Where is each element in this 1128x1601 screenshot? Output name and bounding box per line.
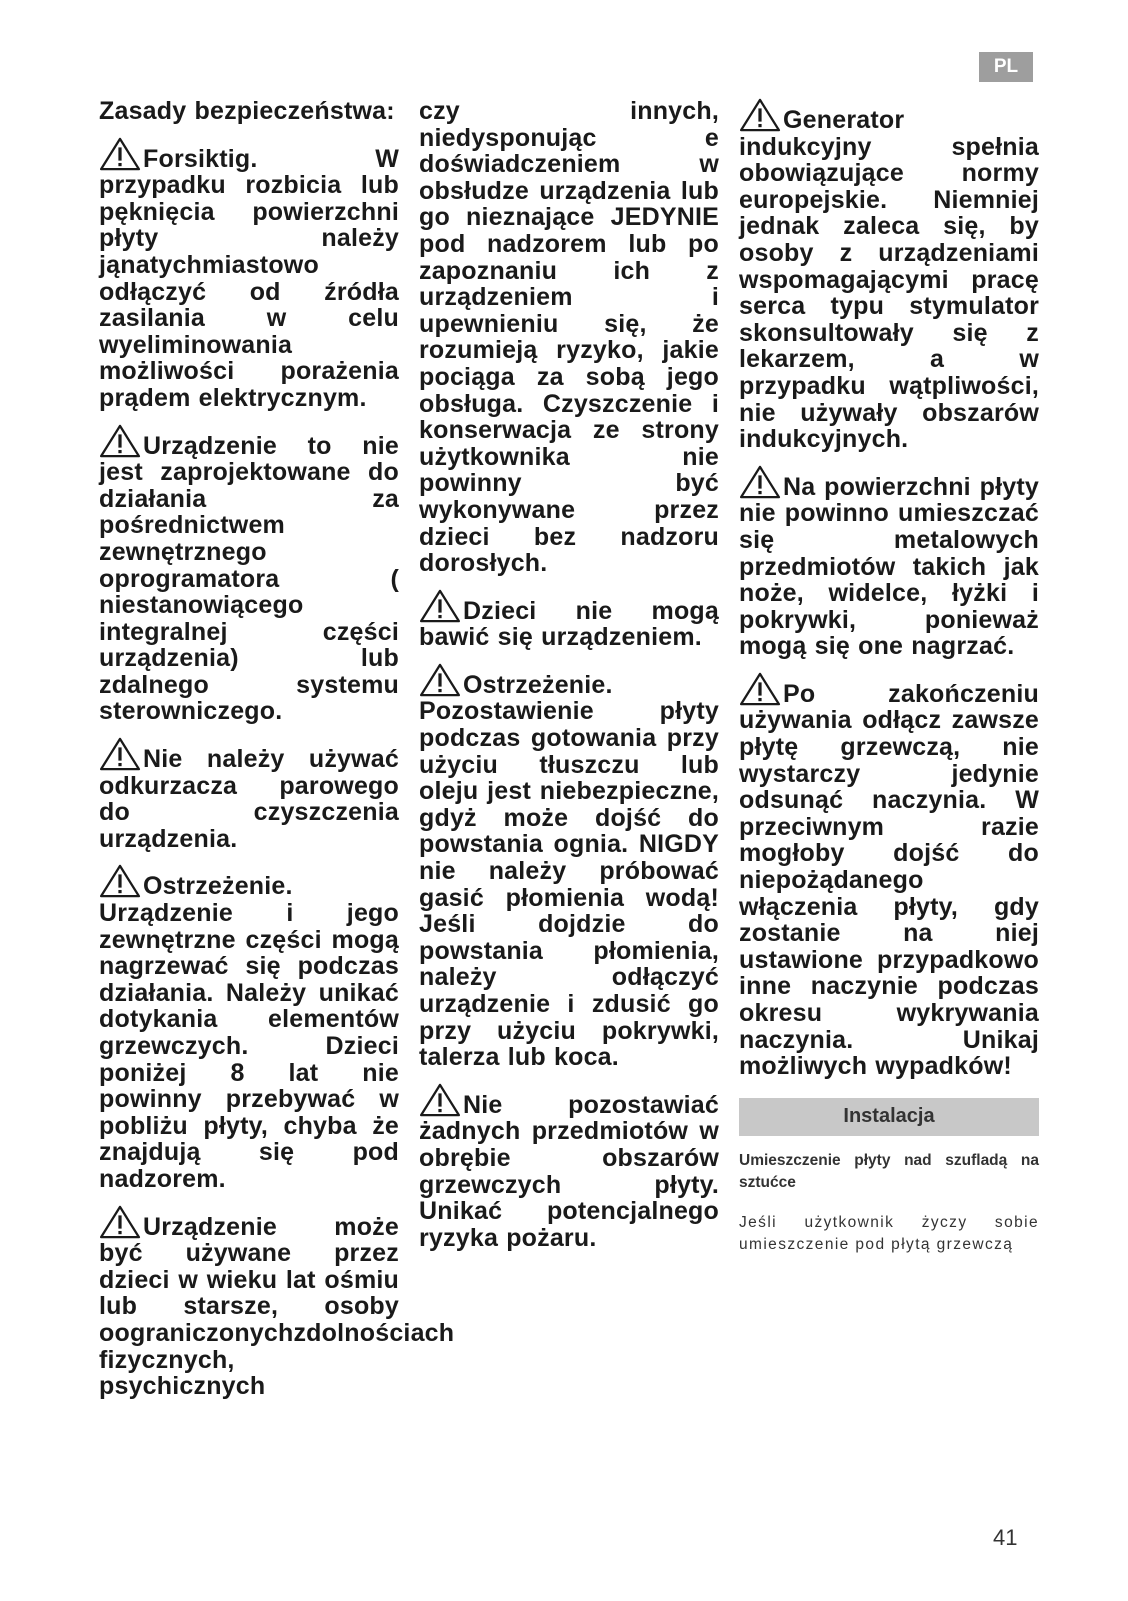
paragraph-text: Ostrzeżenie. Urządzenie i jego zewnętrzne części mogą nagrzewać się podczas działania. Należy unikać dotykania elementów grzewczych. Dzieci poniżej 8 lat nie powinny przebywać w pobliżu płyty, chyba że znajdują się pod nadzorem. xyxy=(99,872,399,1193)
paragraph-text: Urządzenie to nie jest zaprojektowane do działania za pośrednictwem zewnętrznego oprogramatora ( niestanowiącego integralnej części urządzenia) lub zdalnego systemu sterowniczego. xyxy=(99,431,399,726)
subheading: Umieszczenie płyty nad szufladą na sztućce xyxy=(739,1151,1039,1191)
body-text: Jeśli użytkownik życzy sobie umieszczenie pod płytą grzewczą xyxy=(739,1213,1039,1253)
warning-paragraph xyxy=(99,737,399,852)
paragraph-text: Forsiktig. W przypadku rozbicia lub pęknięcia powierzchni płyty należy jąnatychmiastowo odłączyć od źródła zasilania w celu wyeliminowania możliwości porażenia prądem elektrycznym. xyxy=(99,144,399,412)
column-1 xyxy=(99,97,455,1412)
paragraph-text: czy innych, niedysponując e doświadczeniem w obsłudze urządzenia lub go nieznające JEDYNIE pod nadzorem lub po zapoznaniu ich z urządzeniem i upewnieniu się, że rozumieją ryzyko, jakie pociąga za sobą jego obsługa. Czyszczenie i konserwacja ze strony użytkownika nie powinny być wykonywane przez dzieci bez nadzoru dorosłych. xyxy=(419,97,719,578)
warning-triangle-icon xyxy=(99,864,141,898)
warning-paragraph xyxy=(99,1205,455,1401)
page-number: 41 xyxy=(993,1525,1018,1550)
paragraph-text: Na powierzchni płyty nie powinno umieszczać się metalowych przedmiotów takich jak noże, widelce, łyżki i pokrywki, ponieważ mogą się one nagrzać. xyxy=(739,472,1039,661)
warning-triangle-icon xyxy=(99,1205,141,1239)
paragraph-text: Ostrzeżenie. Pozostawienie płyty podczas gotowania przy użyciu tłuszczu lub oleju jest niebezpieczne, gdyż może dojść do powstania ognia. NIGDY nie należy próbować gasić płomienia wodą! Jeśli dojdzie do powstania płomienia, należy odłączyć urządzenie i zdusić go przy użyciu pokrywki, talerza lub koca. xyxy=(419,670,719,1072)
warning-paragraph xyxy=(739,465,1039,660)
warning-triangle-icon xyxy=(419,1083,461,1117)
warning-paragraph xyxy=(99,864,399,1192)
paragraph-text: Nie pozostawiać żadnych przedmiotów w obrębie obszarów grzewczych płyty. Unikać potencjalnego ryzyka pożaru. xyxy=(419,1090,719,1252)
language-badge: PL xyxy=(979,52,1033,82)
warning-triangle-icon xyxy=(99,137,141,171)
warning-triangle-icon xyxy=(99,424,141,458)
paragraph xyxy=(419,98,719,577)
paragraph-text: Dzieci nie mogą bawić się urządzeniem. xyxy=(419,596,719,652)
paragraph xyxy=(99,98,399,125)
column-2 xyxy=(419,98,719,1263)
paragraph-text: Nie należy używać odkurzacza parowego do czyszczenia urządzenia. xyxy=(99,745,399,853)
warning-paragraph xyxy=(419,663,719,1071)
warning-triangle-icon xyxy=(739,465,781,499)
paragraph-text: Generator indukcyjny spełnia obowiązujące normy europejskie. Niemniej jednak zaleca się, by osoby z urządzeniami wspomagającymi pracę serca typu stymulator skonsultowały się z lekarzem, a w przypadku wątpliwości, nie używały obszarów indukcyjnych. xyxy=(739,106,1039,454)
column-3 xyxy=(739,98,1039,1256)
paragraph-text: Po zakończeniu używania odłącz zawsze płytę grzewczą, nie wystarczy jedynie odsunąć naczynia. W przeciwnym razie mogłoby dojść do niepożądanego włączenia płyty, gdy zostanie na niej ustawione przypadkowo inne naczynie podczas okresu wykrywania naczynia. Unikaj możliwych wypadków! xyxy=(739,679,1039,1081)
warning-triangle-icon xyxy=(739,98,781,132)
warning-paragraph xyxy=(99,424,399,726)
column-3-paragraphs xyxy=(739,98,1039,1080)
warning-paragraph xyxy=(739,672,1039,1080)
warning-triangle-icon xyxy=(739,672,781,706)
warning-paragraph xyxy=(99,137,399,412)
section-title-bar: Instalacja xyxy=(739,1098,1039,1136)
warning-triangle-icon xyxy=(419,589,461,623)
warning-paragraph xyxy=(419,1083,719,1252)
warning-paragraph xyxy=(739,98,1039,453)
paragraph-text: Zasady bezpieczeństwa: xyxy=(99,97,395,125)
warning-paragraph xyxy=(419,589,719,651)
warning-triangle-icon xyxy=(419,663,461,697)
warning-triangle-icon xyxy=(99,737,141,771)
paragraph-text: Urządzenie może być używane przez dzieci w wieku lat ośmiu lub starsze, osoby oograniczonychzdolnościach fizycznych, psychicznych xyxy=(99,1212,455,1401)
